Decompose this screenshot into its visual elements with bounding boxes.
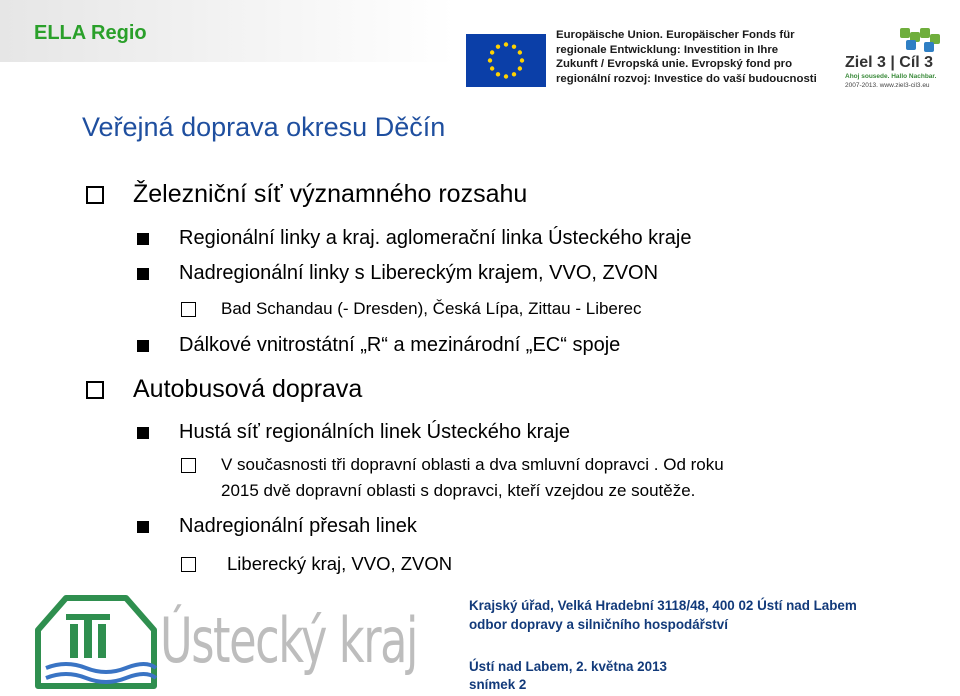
ziel-title: Ziel 3 | Cíl 3 [845,54,934,71]
filled-square-bullet-icon [137,521,149,533]
filled-square-bullet-icon [137,427,149,439]
eu-star-icon [512,44,516,48]
eu-star-icon [488,58,492,62]
hollow-square-bullet-icon [86,381,104,399]
eu-star-icon [490,66,494,70]
eu-star-icon [504,74,508,78]
list-item: Nadregionální linky s Libereckým krajem, VVO, ZVON [179,262,659,284]
list-item: Železniční síť významného rozsahu [133,180,528,208]
filled-square-bullet-icon [137,268,149,280]
ziel-slogan: Ahoj sousede. Hallo Nachbar. [845,73,937,80]
hollow-square-bullet-icon [181,458,196,473]
eu-line: regionale Entwicklung: Investition in Ihre [556,43,779,56]
list-item: Autobusová doprava [133,375,363,403]
eu-star-icon [520,58,524,62]
hollow-square-bullet-icon [181,302,196,317]
list-item: Hustá síť regionálních linek Ústeckého kraje [179,421,571,443]
list-item: Regionální linky a kraj. aglomerační linka Ústeckého kraje [179,227,692,249]
eu-funding-text [556,28,826,86]
list-item-continuation: 2015 dvě dopravní oblasti s dopravci, kteří vzejdou ze soutěže. [221,481,696,500]
eu-star-icon [518,50,522,54]
slide-title: Veřejná doprava okresu Děčín [82,112,446,142]
eu-line: Europäische Union. Europäischer Fonds für [556,29,795,41]
footer-brand-wordmark: Ústecký kraj [160,604,417,677]
eu-line: Zukunft / Evropská unie. Evropský fond pro [556,58,793,71]
eu-star-icon [490,50,494,54]
list-item: Liberecký kraj, VVO, ZVON [227,553,453,574]
ziel-url: 2007-2013. www.ziel3-cil3.eu [845,82,930,89]
list-item: V současnosti tři dopravní oblasti a dva smluvní dopravci . Od roku [221,455,724,474]
slide-number: snímek 2 [469,677,527,692]
list-item: Nadregionální přesah linek [179,515,417,537]
footer-date: Ústí nad Labem, 2. května 2013 [469,659,667,674]
eu-line: regionální rozvoj: Investice do vaší budoucnosti [556,72,817,85]
filled-square-bullet-icon [137,340,149,352]
eu-star-icon [518,66,522,70]
eu-flag-icon [466,34,546,87]
brand-label: ELLA Regio [34,22,147,44]
list-item: Dálkové vnitrostátní „R“ a mezinárodní „EC“ spoje [179,334,621,356]
eu-star-icon [512,72,516,76]
eu-star-icon [496,72,500,76]
footer-address: Krajský úřad, Velká Hradební 3118/48, 400 02 Ústí nad Labem [469,598,857,613]
filled-square-bullet-icon [137,233,149,245]
list-item: Bad Schandau (- Dresden), Česká Lípa, Zittau - Liberec [221,299,642,318]
hollow-square-bullet-icon [181,557,196,572]
footer-department: odbor dopravy a silničního hospodářství [469,617,728,632]
ustecky-kraj-emblem-icon [26,590,166,694]
hollow-square-bullet-icon [86,186,104,204]
eu-star-icon [496,44,500,48]
header-bar [0,0,960,90]
eu-star-icon [504,42,508,46]
